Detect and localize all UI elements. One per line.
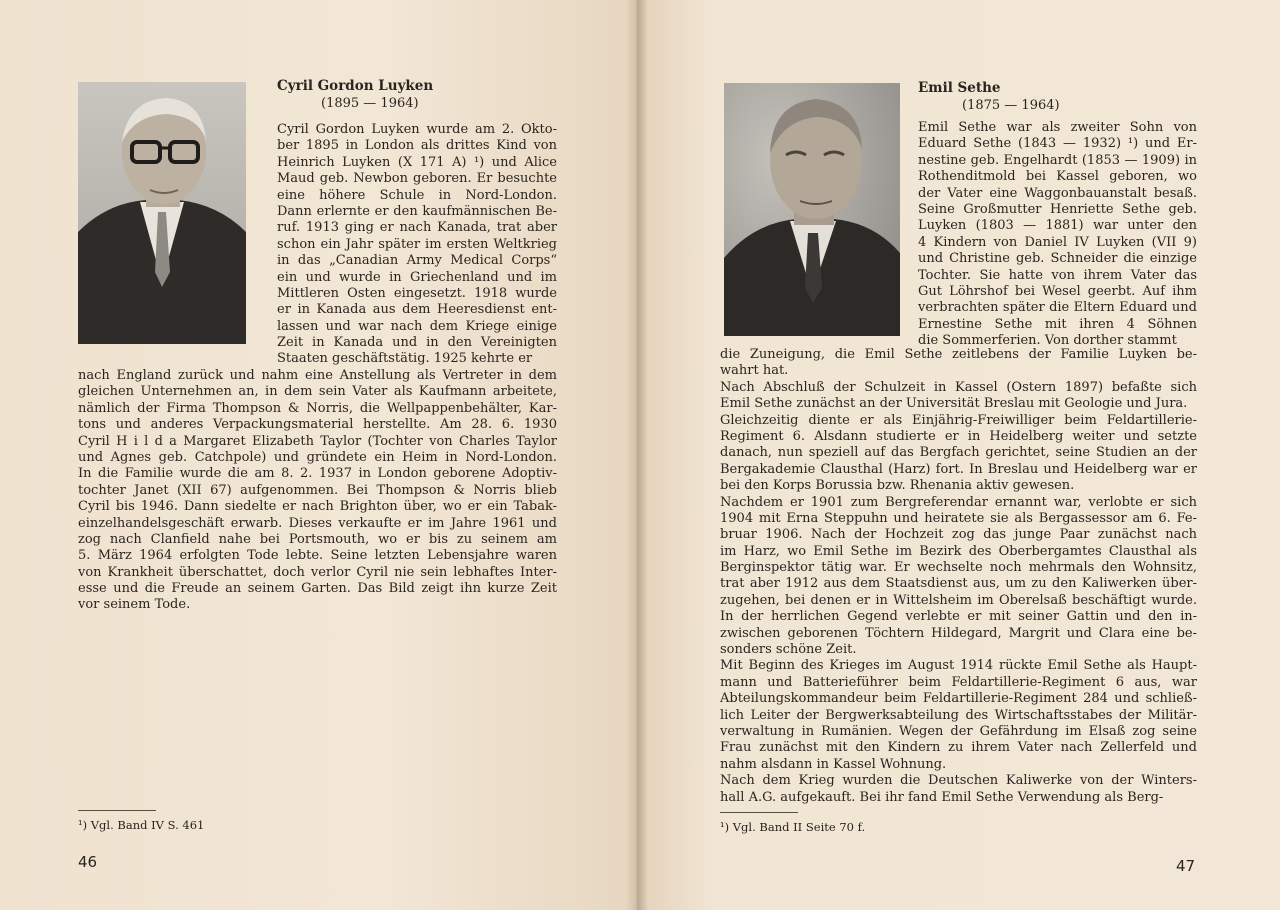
text-line: ruf. 1913 ging er nach Kanada, trat aber (277, 220, 557, 236)
footnote-rule (720, 812, 798, 813)
text-line: nahm alsdann in Kassel Wohnung. (720, 756, 947, 772)
text-line: zwischen geborenen Töchtern Hildegard, Margrit und Clara eine be- (720, 625, 1197, 641)
footnote: ¹) Vgl. Band II Seite 70 f. (720, 820, 866, 834)
text-line: bei den Korps Borussia bzw. Rhenania aktiv gewesen. (720, 478, 1075, 494)
text-line: Nach dem Krieg wurden die Deutschen Kaliwerke von der Winters- (720, 773, 1197, 789)
text-line: von Krankheit überschattet, doch verlor Cyril nie sein lebhaftes Inter- (78, 564, 557, 580)
text-line: Emil Sethe war als zweiter Sohn von (918, 120, 1197, 135)
text-line: lassen und war nach dem Kriege einige (277, 318, 557, 334)
portrait-photo-cyril (78, 82, 246, 344)
text-line: die Sommerferien. Von dorther stammt (918, 333, 1177, 349)
text-line: danach, nun speziell auf das Bergfach gerichtet, seine Studien an der (720, 445, 1197, 461)
text-beside-photo (277, 122, 557, 368)
life-dates: (1875 — 1964) (962, 98, 1060, 113)
text-line: Staaten geschäftstätig. 1925 kehrte er (277, 351, 533, 367)
text-line: In die Familie wurde die am 8. 2. 1937 in London geborene Adoptiv- (78, 466, 557, 482)
text-line: Tochter. Sie hatte von ihrem Vater das (918, 267, 1197, 283)
text-line: und Christine geb. Schneider die einzige (918, 251, 1197, 267)
left-page (0, 0, 636, 910)
text-line: Cyril bis 1946. Dann siedelte er nach Brighton über, wo er ein Tabak- (78, 499, 557, 515)
text-line: der Vater eine Waggonbauanstalt besaß. (918, 185, 1197, 201)
text-line: Eduard Sethe (1843 — 1932) ¹) und Er- (918, 136, 1197, 152)
text-line: einzelhandelsgeschäft erwarb. Dieses verkaufte er im Jahre 1961 und (78, 515, 557, 531)
text-line: tochter Janet (XII 67) aufgenommen. Bei Thompson & Norris blieb (78, 482, 557, 498)
book-gutter (626, 0, 648, 910)
text-line: mann und Batterieführer beim Feldartillerie-Regiment 6 aus, war (720, 674, 1197, 690)
text-line: trat aber 1912 aus dem Staatsdienst aus, um zu den Kaliwerken über- (720, 576, 1197, 592)
text-line: Gleichzeitig diente er als Einjährig-Freiwilliger beim Feldartillerie- (720, 412, 1197, 428)
text-line: esse und die Freude an seinem Garten. Das Bild zeigt ihn kurze Zeit (78, 581, 557, 597)
text-line: Maud geb. Newbon geboren. Er besuchte (277, 171, 557, 187)
text-line: nestine geb. Engelhardt (1853 — 1909) in (918, 152, 1197, 168)
text-line: Nach Abschluß der Schulzeit in Kassel (Ostern 1897) befaßte sich (720, 379, 1197, 395)
portrait-photo-emil (724, 83, 900, 336)
text-line: Gut Löhrshof bei Wesel geerbt. Auf ihm (918, 283, 1197, 299)
footnote-rule (78, 810, 156, 811)
text-line: im Harz, wo Emil Sethe im Bezirk des Oberbergamtes Clausthal als (720, 543, 1197, 559)
text-line: Regiment 6. Alsdann studierte er in Heidelberg weiter und setzte (720, 428, 1197, 444)
text-line: 5. März 1964 erfolgten Tode lebte. Seine letzten Lebensjahre waren (78, 548, 557, 564)
text-line: Rothenditmold bei Kassel geboren, wo (918, 169, 1197, 185)
text-line: sonders schöne Zeit. (720, 642, 857, 658)
text-beside-photo (918, 120, 1197, 349)
body-text (78, 368, 557, 614)
biography-heading (918, 79, 1060, 115)
text-line: gleichen Unternehmen an, in dem sein Vater als Kaufmann arbeitete, (78, 384, 557, 400)
text-line: zugehen, bei denen er in Wittelsheim im Oberelsaß beschäftigt wurde. (720, 592, 1197, 608)
text-line: wahrt hat. (720, 363, 789, 379)
body-text (720, 347, 1197, 806)
text-line: nach England zurück und nahm eine Anstellung als Vertreter in dem (78, 368, 557, 383)
text-line: in das „Canadian Army Medical Corps“ (277, 253, 557, 269)
text-line: Ernestine Sethe mit ihren 4 Söhnen (918, 316, 1197, 332)
text-line: Seine Großmutter Henriette Sethe geb. (918, 201, 1197, 217)
life-dates: (1895 — 1964) (321, 96, 419, 111)
page-number: 46 (78, 853, 98, 871)
biography-heading (277, 77, 433, 113)
text-line: hall A.G. aufgekauft. Bei ihr fand Emil Sethe Verwendung als Berg- (720, 789, 1164, 805)
text-line: verwaltung in Rumänien. Wegen der Gefährdung im Elsaß zog seine (720, 723, 1197, 739)
text-line: 1904 mit Erna Steppuhn und heiratete sie als Bergassessor am 6. Fe- (720, 510, 1197, 526)
page-number: 47 (1176, 857, 1196, 875)
text-line: Mit Beginn des Krieges im August 1914 rückte Emil Sethe als Haupt- (720, 658, 1197, 674)
text-line: tons und anderes Verpackungsmaterial herstellte. Am 28. 6. 1930 (78, 417, 557, 433)
right-page (636, 0, 1280, 910)
text-line: bruar 1906. Nach der Hochzeit zog das junge Paar zunächst nach (720, 527, 1197, 543)
person-name: Cyril Gordon Luyken (277, 78, 434, 94)
text-line: Luyken (1803 — 1881) war unter den (918, 218, 1197, 234)
text-line: vor seinem Tode. (78, 597, 191, 613)
text-line: Zeit in Kanada und in den Vereinigten (277, 335, 557, 351)
text-line: Berginspektor tätig war. Er wechselte noch mehrmals den Wohnsitz, (720, 560, 1197, 576)
text-line: Bergakademie Clausthal (Harz) fort. In Breslau und Heidelberg war er (720, 461, 1197, 477)
text-line: eine höhere Schule in Nord-London. (277, 187, 557, 203)
text-line: schon ein Jahr später im ersten Weltkrieg (277, 236, 557, 252)
text-line: ber 1895 in London als drittes Kind von (277, 138, 557, 154)
person-name: Emil Sethe (918, 80, 1001, 96)
text-line: Cyril Gordon Luyken wurde am 2. Okto- (277, 122, 557, 137)
text-line: Frau zunächst mit den Kindern zu ihrem Vater nach Zellerfeld und (720, 740, 1197, 756)
text-line: lich Leiter der Bergwerksabteilung des Wirtschaftsstabes der Militär- (720, 707, 1197, 723)
text-line: Heinrich Luyken (X 171 A) ¹) und Alice (277, 154, 557, 170)
text-line: Abteilungskommandeur beim Feldartillerie-Regiment 284 und schließ- (720, 691, 1197, 707)
text-line: ein und wurde in Griechenland und im (277, 269, 557, 285)
text-line: Dann erlernte er den kaufmännischen Be- (277, 203, 557, 219)
text-line: 4 Kindern von Daniel IV Luyken (VII 9) (918, 234, 1197, 250)
text-line: verbrachten später die Eltern Eduard und (918, 300, 1197, 316)
text-line: Nachdem er 1901 zum Bergreferendar ernannt war, verlobte er sich (720, 494, 1197, 510)
footnote: ¹) Vgl. Band IV S. 461 (78, 818, 205, 832)
text-line: Cyril H i l d a Margaret Elizabeth Taylor (Tochter von Charles Taylor (78, 433, 557, 449)
text-line: Emil Sethe zunächst an der Universität Breslau mit Geologie und Jura. (720, 396, 1188, 412)
text-line: nämlich der Firma Thompson & Norris, die Wellpappenbehälter, Kar- (78, 400, 557, 416)
text-line: Mittleren Osten eingesetzt. 1918 wurde (277, 285, 557, 301)
text-line: zog nach Clanfield nahe bei Portsmouth, wo er bis zu seinem am (78, 531, 557, 547)
text-line: In der herrlichen Gegend verlebte er mit seiner Gattin und den in- (720, 609, 1197, 625)
text-line: und Agnes geb. Catchpole) und gründete ein Heim in Nord-London. (78, 449, 557, 465)
text-line: er in Kanada aus dem Heeresdienst ent- (277, 302, 557, 318)
text-line: die Zuneigung, die Emil Sethe zeitlebens der Familie Luyken be- (720, 347, 1197, 362)
